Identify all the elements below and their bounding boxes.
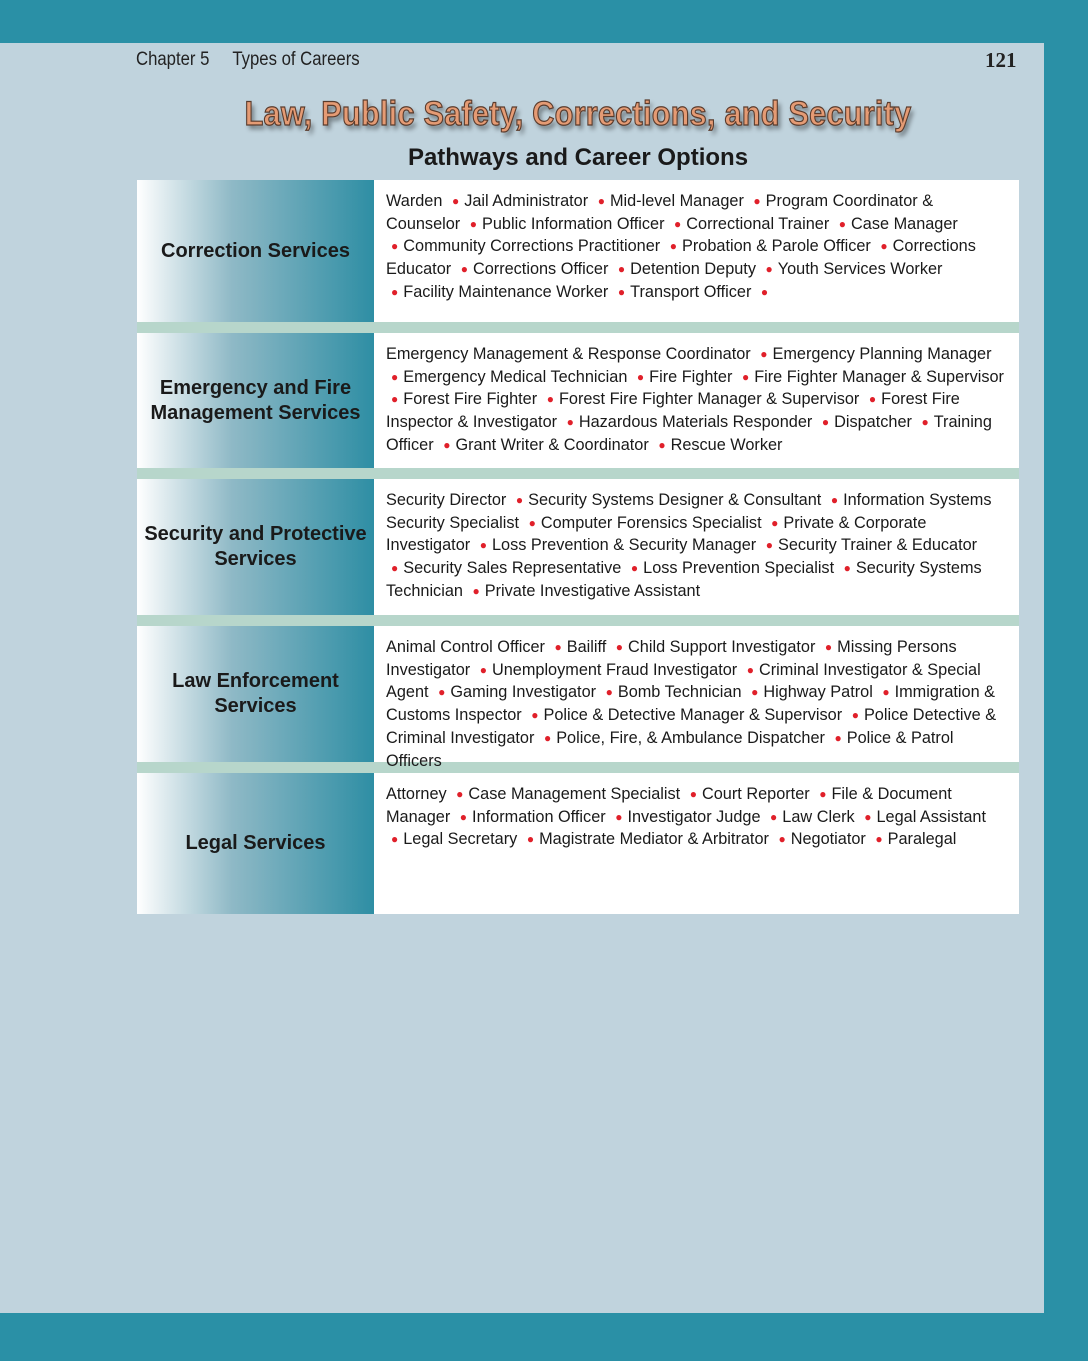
career-item: Training Officer [386, 413, 992, 454]
bullet-icon: ● [875, 832, 883, 847]
bullet-icon: ● [636, 369, 645, 384]
career-item: Security Systems Technician [386, 559, 982, 600]
page-subtitle: Pathways and Career Options [407, 144, 749, 171]
bullet-icon: ● [566, 415, 574, 430]
section-label: Types of Careers [232, 49, 360, 70]
career-item: Court Reporter [701, 785, 810, 803]
bullet-icon: ● [472, 583, 480, 598]
bullet-icon: ● [880, 239, 888, 254]
career-item: Community Corrections Practitioner [403, 237, 661, 256]
bullet-icon: ● [689, 787, 697, 801]
career-item: Hazardous Materials Responder [578, 413, 813, 432]
bullet-icon: ● [741, 369, 750, 384]
career-item: Grant Writer & Coordinator [455, 435, 649, 454]
running-header [136, 49, 360, 71]
career-item: Bailiff [566, 638, 607, 656]
career-item: Mid-level Manager [609, 192, 744, 210]
career-item: Warden [386, 192, 443, 210]
bullet-icon: ● [753, 194, 761, 208]
career-item: Paralegal [887, 830, 957, 849]
page-title: Law, Public Safety, Corrections, and Security [244, 95, 912, 133]
bullet-icon: ● [630, 561, 639, 576]
bullet-icon: ● [882, 685, 890, 700]
career-item: Emergency Management & Response Coordinator [386, 345, 751, 363]
bullet-icon: ● [605, 685, 613, 700]
career-item: Dispatcher [834, 413, 912, 432]
bullet-icon: ● [391, 239, 399, 254]
bullet-icon: ● [391, 369, 399, 384]
bullet-icon: ● [615, 640, 624, 654]
bullet-icon: ● [751, 685, 759, 700]
row-separator [137, 468, 1019, 479]
bullet-icon: ● [515, 493, 524, 507]
bullet-icon: ● [443, 437, 451, 452]
bullet-icon: ● [821, 415, 830, 430]
bullet-icon: ● [770, 809, 778, 824]
bullet-icon: ● [597, 194, 605, 208]
bullet-icon: ● [843, 561, 851, 576]
career-list [374, 479, 1019, 615]
career-item: Magistrate Mediator & Arbitrator [539, 830, 769, 849]
career-list [374, 180, 1019, 322]
career-item: Highway Patrol [763, 683, 873, 702]
career-item: Information Systems Security Specialist [386, 491, 992, 532]
bullet-icon: ● [469, 216, 477, 231]
bullet-icon: ● [760, 284, 769, 299]
bullet-icon: ● [819, 787, 827, 801]
bullet-icon: ● [760, 347, 768, 361]
career-item: Unemployment Fraud Investigator [491, 660, 738, 679]
career-item: Attorney [386, 785, 447, 803]
bullet-icon: ● [391, 392, 399, 407]
career-item: Loss Prevention Specialist [643, 559, 835, 578]
career-item: Police & Detective Manager & Supervisor [543, 706, 843, 725]
bullet-icon: ● [765, 262, 773, 277]
bullet-icon: ● [921, 415, 929, 430]
career-item: Fire Fighter Manager & Supervisor [754, 367, 1004, 386]
career-item: Security Director [386, 491, 507, 509]
bullet-icon: ● [554, 640, 562, 654]
career-item: Legal Assistant [876, 807, 986, 826]
career-item: Private & Corporate Investigator [386, 513, 927, 555]
career-item: Fire Fighter [649, 367, 733, 386]
career-item: Forest Fire Inspector & Investigator [386, 390, 960, 432]
bullet-icon: ● [851, 708, 859, 723]
pathway-label: Law Enforcement Services [137, 626, 374, 762]
career-item: Information Officer [472, 807, 606, 826]
career-item: Detention Deputy [630, 260, 756, 279]
bullet-icon: ● [778, 832, 786, 847]
career-item: File & Document Manager [386, 785, 952, 826]
career-item: Security Trainer & Educator [778, 536, 978, 555]
career-item: Security Systems Designer & Consultant [528, 491, 822, 509]
career-item: Corrections Educator [386, 237, 976, 279]
career-item: Security Sales Representative [403, 559, 622, 578]
bullet-icon: ● [546, 392, 554, 407]
bullet-icon: ● [615, 809, 623, 824]
career-item: Youth Services Worker [777, 260, 943, 279]
career-item: Facility Maintenance Worker [403, 282, 609, 301]
bullet-icon: ● [479, 538, 487, 553]
pathway-row [137, 626, 1019, 770]
career-item: Child Support Investigator [628, 638, 816, 656]
bullet-icon: ● [391, 832, 399, 847]
bullet-icon: ● [531, 708, 539, 723]
pathway-label: Emergency and Fire Management Services [137, 333, 374, 468]
bullet-icon: ● [617, 284, 626, 299]
career-list [374, 773, 1019, 914]
career-item: Jail Administrator [464, 192, 589, 210]
bullet-icon: ● [838, 216, 847, 231]
bullet-icon: ● [528, 515, 536, 530]
pathway-row [137, 773, 1019, 914]
pathways-table [137, 180, 1019, 914]
career-item: Bomb Technician [617, 683, 742, 702]
bullet-icon: ● [674, 216, 682, 231]
pathway-row [137, 333, 1019, 468]
career-item: Investigator Judge [627, 807, 761, 826]
bullet-icon: ● [460, 262, 468, 277]
career-item: Forest Fire Fighter Manager & Supervisor [558, 390, 860, 409]
career-item: Law Clerk [782, 807, 855, 826]
bullet-icon: ● [617, 262, 626, 277]
bullet-icon: ● [479, 662, 487, 677]
career-item: Negotiator [790, 830, 866, 849]
bullet-icon: ● [669, 239, 677, 254]
pathway-row [137, 479, 1019, 615]
career-item: Emergency Medical Technician [403, 367, 628, 386]
bullet-icon: ● [543, 730, 552, 745]
bullet-icon: ● [746, 662, 754, 677]
bullet-icon: ● [526, 832, 535, 847]
career-item: Correctional Trainer [686, 214, 830, 233]
row-separator [137, 615, 1019, 626]
career-item: Immigration & Customs Inspector [386, 683, 996, 725]
bullet-icon: ● [391, 284, 399, 299]
career-item: Forest Fire Fighter [403, 390, 538, 409]
bullet-icon: ● [830, 493, 839, 507]
row-separator [137, 322, 1019, 333]
pathway-label: Correction Services [137, 180, 374, 322]
chapter-label: Chapter 5 [136, 49, 210, 70]
bullet-icon: ● [765, 538, 773, 553]
bullet-icon: ● [658, 437, 666, 452]
page-number: 121 [985, 48, 1017, 72]
career-item: Animal Control Officer [386, 638, 545, 656]
bullet-icon: ● [456, 787, 464, 801]
career-item: Computer Forensics Specialist [540, 513, 762, 532]
pathway-row [137, 180, 1019, 322]
bullet-icon: ● [451, 194, 460, 208]
pathway-label: Legal Services [137, 773, 374, 914]
career-item: Probation & Parole Officer [682, 237, 871, 256]
career-item: Missing Persons Investigator [386, 638, 957, 679]
career-item: Police, Fire, & Ambulance Dispatcher [556, 728, 825, 747]
career-item: Corrections Officer [472, 260, 609, 279]
row-separator [137, 762, 1019, 773]
career-item: Public Information Officer [482, 214, 665, 233]
career-item: Transport Officer [630, 282, 752, 301]
bullet-icon: ● [864, 809, 872, 824]
bullet-icon: ● [868, 392, 877, 407]
pathway-label: Security and Protective Services [137, 479, 374, 615]
career-list [374, 626, 1019, 770]
bullet-icon: ● [771, 515, 779, 530]
career-item: Legal Secretary [403, 830, 518, 849]
career-list [374, 333, 1019, 468]
career-item: Rescue Worker [670, 435, 783, 454]
career-item: Private Investigative Assistant [484, 581, 701, 600]
bullet-icon: ● [438, 685, 446, 700]
bullet-icon: ● [824, 640, 833, 654]
book-page [0, 43, 1044, 1313]
career-item: Police Detective & Criminal Investigator [386, 706, 997, 747]
career-item: Case Manager [851, 214, 958, 233]
bullet-icon: ● [834, 730, 842, 745]
career-item: Criminal Investigator & Special Agent [386, 660, 981, 702]
career-item: Loss Prevention & Security Manager [491, 536, 757, 555]
career-item: Program Coordinator & Counselor [386, 192, 934, 233]
career-item: Gaming Investigator [450, 683, 597, 702]
career-item: Emergency Planning Manager [772, 345, 992, 363]
career-item: Police & Patrol Officers [386, 728, 954, 770]
bullet-icon: ● [391, 561, 399, 576]
bullet-icon: ● [459, 809, 468, 824]
career-item: Case Management Specialist [468, 785, 681, 803]
